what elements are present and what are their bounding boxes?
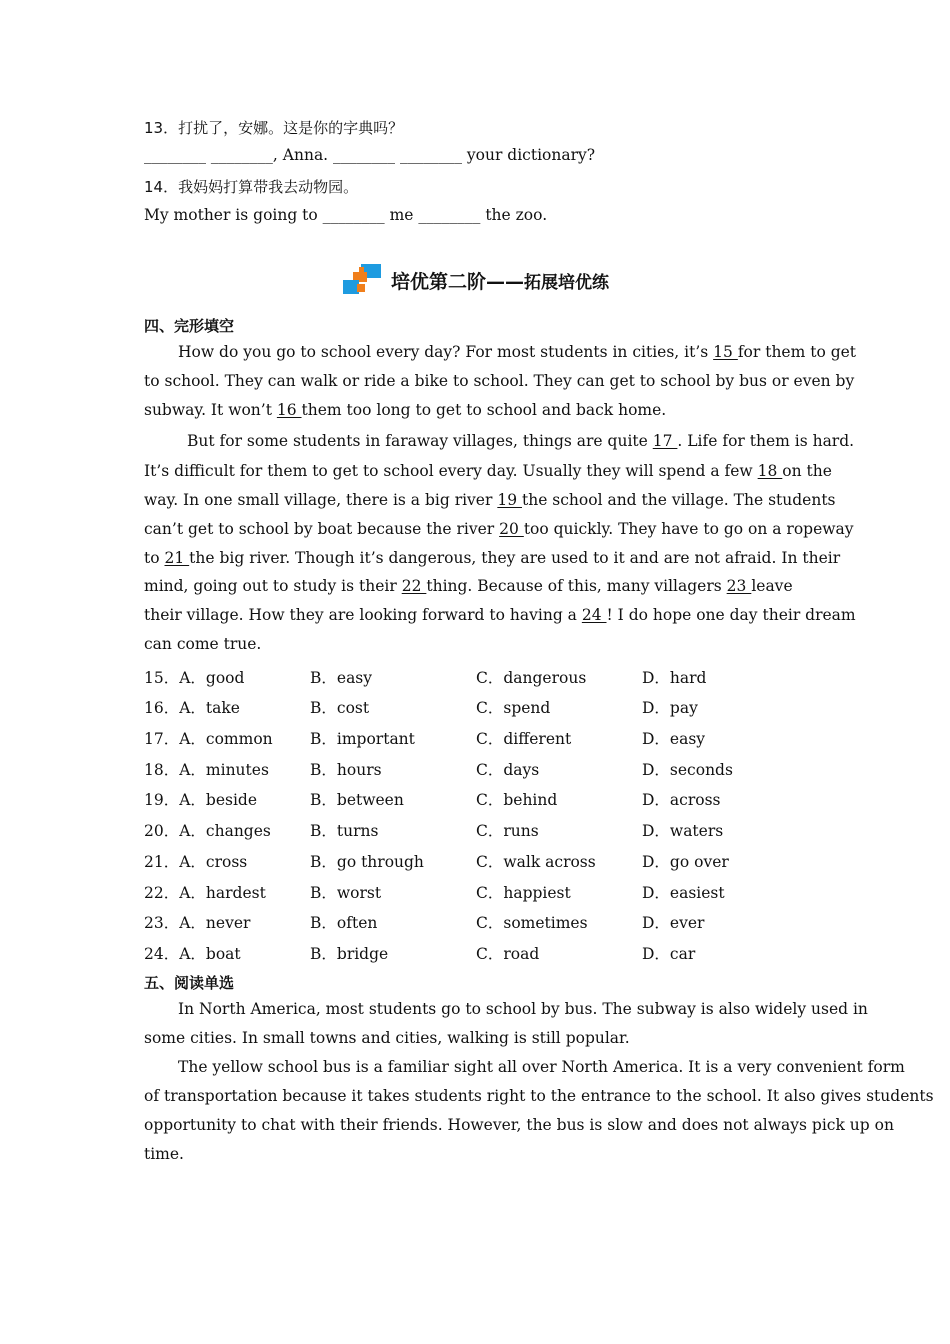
option-choice: D．easiest xyxy=(642,884,725,902)
option-choice: D．across xyxy=(642,791,721,809)
option-choice: 19．A．beside xyxy=(144,791,258,809)
option-choice: 18．A．minutes xyxy=(144,761,269,779)
q14-chinese: 14．我妈妈打算带我去动物园。 xyxy=(144,178,359,196)
option-choice: B．worst xyxy=(310,884,382,902)
reading-line-5: opportunity to chat with their friends. However, the bus is slow and does not always pick up on xyxy=(144,1116,894,1134)
option-choice: D．easy xyxy=(642,730,706,748)
cloze-p2-line1: But for some students in faraway villages, things are quite 17 . Life for them is hard. xyxy=(187,432,855,450)
option-choice: B．bridge xyxy=(310,945,389,963)
options-row-16 xyxy=(144,696,824,718)
cloze-p2-line8: can come true. xyxy=(144,635,262,653)
blank-16: 16 xyxy=(276,401,302,419)
reading-line-4: of transportation because it takes students right to the entrance to the school. It also gives students xyxy=(144,1087,934,1105)
reading-line-2: some cities. In small towns and cities, walking is still popular. xyxy=(144,1029,630,1047)
option-choice: 16．A．take xyxy=(144,699,240,717)
cloze-p2-line3: way. In one small village, there is a big river 19 the school and the village. The students xyxy=(144,491,836,509)
option-choice: C．different xyxy=(476,730,572,748)
option-choice: D．pay xyxy=(642,699,698,717)
q13-chinese: 13．打扰了，安娜。这是你的字典吗？ xyxy=(144,119,404,137)
q14-english: My mother is going to ________ me ________ the zoo. xyxy=(144,206,548,224)
blank-18: 18 xyxy=(757,462,783,480)
option-choice: 21．A．cross xyxy=(144,853,248,871)
blank-23: 23 xyxy=(726,577,752,595)
option-choice: B．turns xyxy=(310,822,379,840)
reading-line-1: In North America, most students go to school by bus. The subway is also widely used in xyxy=(178,1000,868,1018)
section-title-text xyxy=(391,267,609,294)
option-choice: D．seconds xyxy=(642,761,733,779)
option-choice: C．walk across xyxy=(476,853,596,871)
cloze-p2-line7: their village. How they are looking forward to having a 24 ! I do hope one day their dream xyxy=(144,606,856,624)
option-choice: C．dangerous xyxy=(476,669,587,687)
option-choice: 20．A．changes xyxy=(144,822,271,840)
option-choice: D．car xyxy=(642,945,696,963)
option-choice: B．easy xyxy=(310,669,373,687)
option-choice: C．road xyxy=(476,945,540,963)
option-choice: D．ever xyxy=(642,914,705,932)
option-choice: 23．A．never xyxy=(144,914,251,932)
cloze-heading: 四、完形填空 xyxy=(144,317,235,335)
blank-22: 22 xyxy=(401,577,427,595)
option-choice: B．often xyxy=(310,914,378,932)
option-choice: D．go over xyxy=(642,853,729,871)
option-choice: B．hours xyxy=(310,761,382,779)
blank-24: 24 xyxy=(581,606,607,624)
option-choice: B．cost xyxy=(310,699,370,717)
option-choice: 22．A．hardest xyxy=(144,884,266,902)
blank-15: 15 xyxy=(713,343,738,361)
option-choice: 17．A．common xyxy=(144,730,273,748)
blocks-logo-icon xyxy=(341,262,383,298)
option-choice: D．waters xyxy=(642,822,724,840)
option-choice: B．between xyxy=(310,791,404,809)
section-title-main: 培优第二阶—— xyxy=(390,270,524,293)
option-choice: B．go through xyxy=(310,853,424,871)
blank-20: 20 xyxy=(499,520,524,538)
reading-line-3: The yellow school bus is a familiar sight all over North America. It is a very convenient form xyxy=(178,1058,905,1076)
option-choice: B．important xyxy=(310,730,415,748)
options-row-15 xyxy=(144,666,824,688)
cloze-p1-line1: How do you go to school every day? For most students in cities, it’s 15 for them to get xyxy=(178,343,857,361)
option-choice: C．sometimes xyxy=(476,914,588,932)
section-title xyxy=(0,262,950,302)
options-row-20 xyxy=(144,819,824,841)
option-choice: C．runs xyxy=(476,822,539,840)
options-row-17 xyxy=(144,727,824,749)
options-row-24 xyxy=(144,942,824,964)
cloze-p2-line6: mind, going out to study is their 22 thing. Because of this, many villagers 23 leave xyxy=(144,577,793,595)
options-row-18 xyxy=(144,758,824,780)
cloze-p2-line2: It’s difficult for them to get to school every day. Usually they will spend a few 18 on the xyxy=(144,462,832,480)
options-row-23 xyxy=(144,911,824,933)
cloze-p1-line2: to school. They can walk or ride a bike to school. They can get to school by bus or even by xyxy=(144,372,855,390)
reading-heading: 五、阅读单选 xyxy=(144,974,235,992)
option-choice: C．behind xyxy=(476,791,558,809)
options-row-21 xyxy=(144,850,824,872)
cloze-p2-line5: to 21 the big river. Though it’s dangerous, they are used to it and are not afraid. In their xyxy=(144,549,841,567)
options-row-19 xyxy=(144,788,824,810)
cloze-p2-line4: can’t get to school by boat because the river 20 too quickly. They have to go on a ropeway xyxy=(144,520,854,538)
option-choice: C．happiest xyxy=(476,884,571,902)
option-choice: 15．A．good xyxy=(144,669,245,687)
section-title-sub: 拓展培优练 xyxy=(524,272,609,293)
options-row-22 xyxy=(144,881,824,903)
blank-21: 21 xyxy=(164,549,190,567)
option-choice: C．spend xyxy=(476,699,551,717)
reading-line-6: time. xyxy=(144,1145,184,1163)
q13-english: ________ ________, Anna. ________ ________ your dictionary? xyxy=(144,146,596,164)
option-choice: D．hard xyxy=(642,669,707,687)
cloze-p1-line3: subway. It won’t 16 them too long to get to school and back home. xyxy=(144,401,667,419)
blank-19: 19 xyxy=(497,491,522,509)
blank-17: 17 xyxy=(652,432,678,450)
option-choice: C．days xyxy=(476,761,540,779)
option-choice: 24．A．boat xyxy=(144,945,241,963)
